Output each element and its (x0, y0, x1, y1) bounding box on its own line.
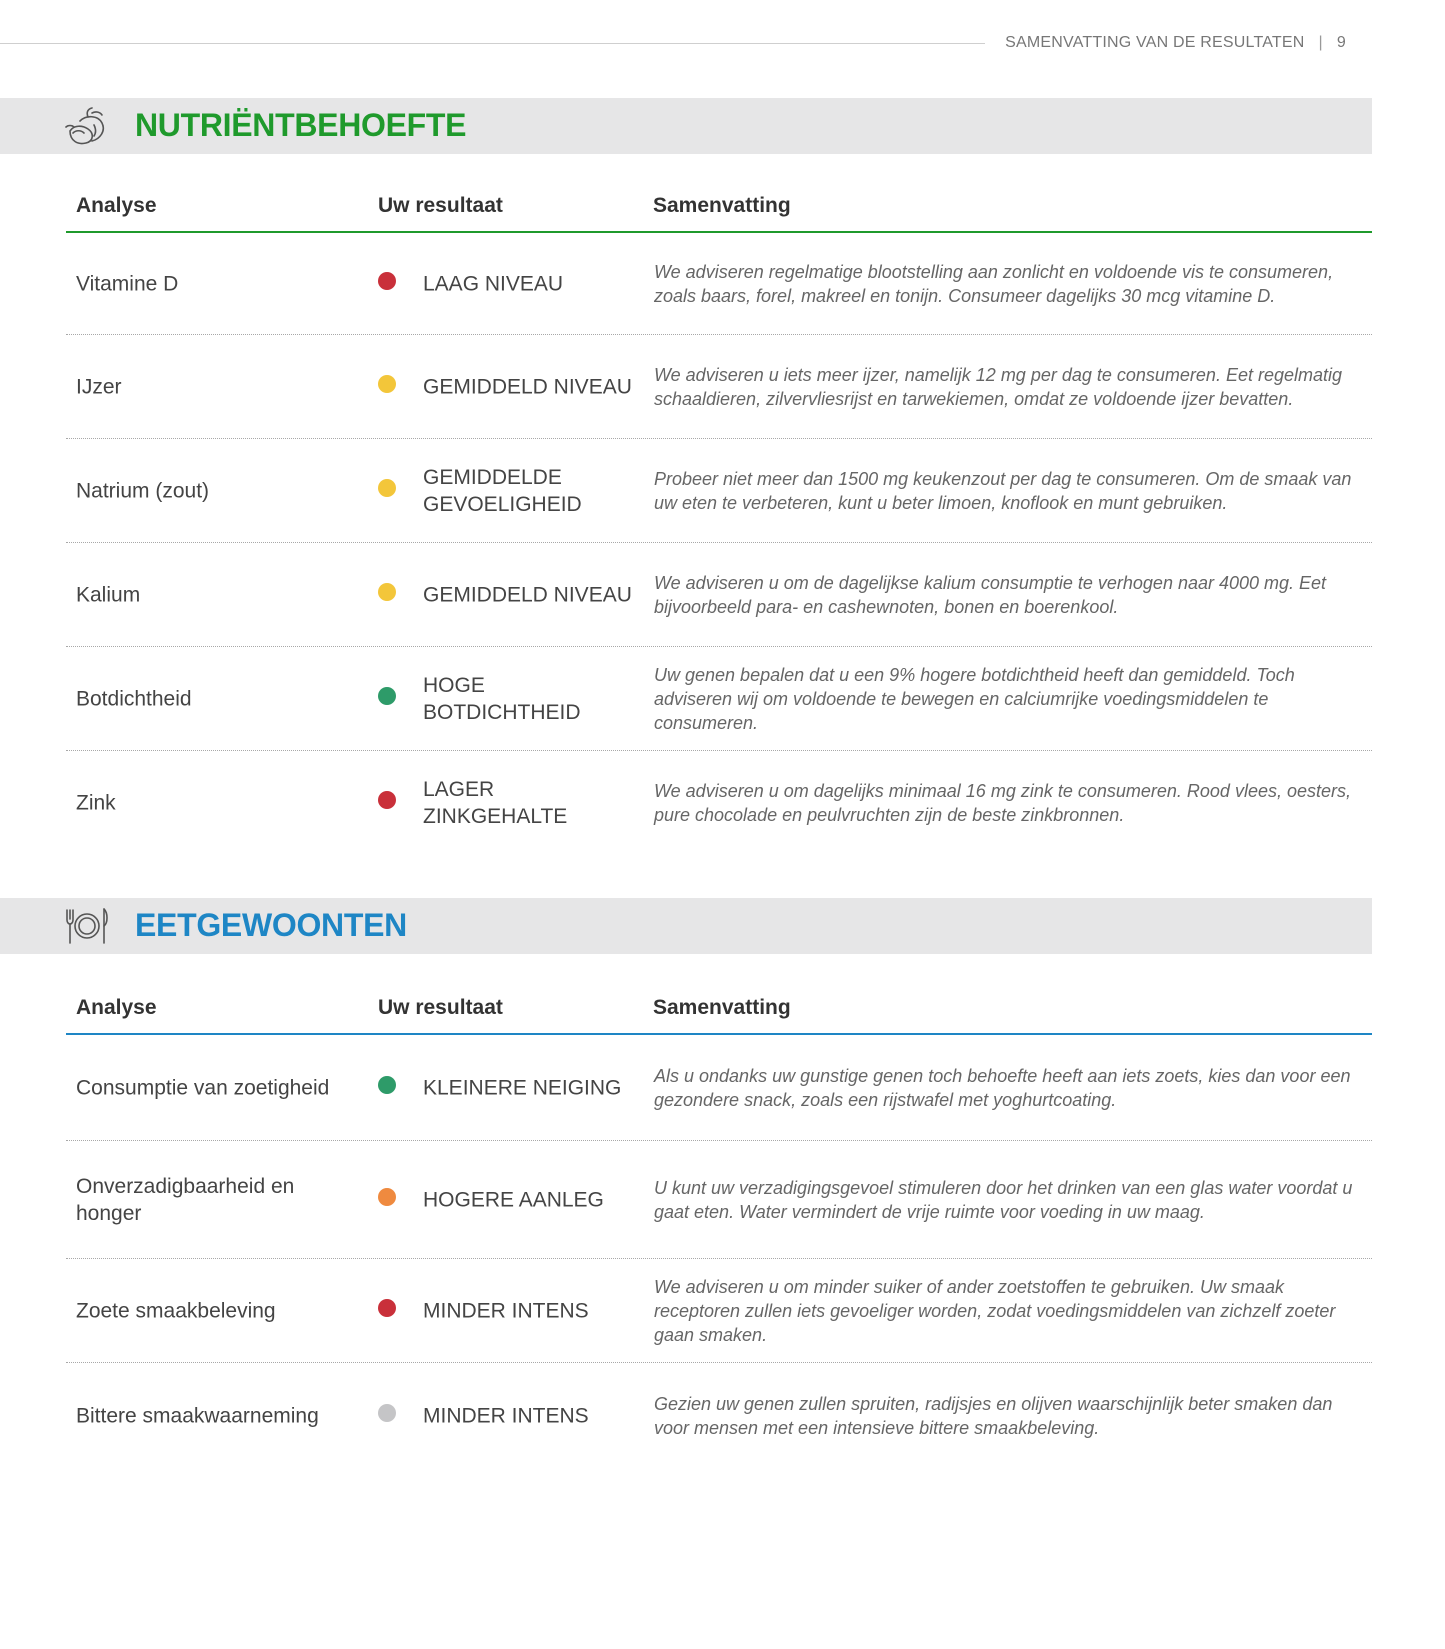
column-header-analyse: Analyse (76, 194, 157, 217)
table-row (66, 233, 1372, 335)
row-analyse: Kalium (76, 583, 141, 606)
column-header-result: Uw resultaat (378, 996, 503, 1019)
header-rule (0, 43, 985, 44)
row-analyse: Onverzadigbaarheid en honger (76, 1174, 295, 1225)
eating-habits-table (66, 987, 1372, 1468)
row-result: GEMIDDELDE GEVOELIGHEID (423, 465, 582, 516)
row-summary: Gezien uw genen zullen spruiten, radijsjes en olijven waarschijnlijk beter smaken dan voor mensen met een intensieve bittere smaakbeleving. (654, 1393, 1333, 1438)
row-summary: We adviseren u om de dagelijkse kalium consumptie te verhogen naar 4000 mg. Eet bijvoorbeeld para- en cashewnoten, bonen en boerenkool. (654, 572, 1327, 617)
plate-cutlery-icon (64, 905, 110, 947)
column-header-analyse: Analyse (76, 996, 157, 1019)
row-summary: We adviseren regelmatige blootstelling aan zonlicht en voldoende vis te consumeren, zoals baars, forel, makreel en tonijn. Consumeer dagelijks 30 mcg vitamine D. (654, 261, 1334, 306)
status-dot (378, 583, 396, 601)
status-dot (378, 791, 396, 809)
row-summary: We adviseren u om dagelijks minimaal 16 mg zink te consumeren. Rood vlees, oesters, pure chocolade en peulvruchten zijn de beste zinkbronnen. (654, 780, 1351, 825)
row-analyse: Botdichtheid (76, 687, 192, 710)
row-analyse: IJzer (76, 375, 122, 398)
table-row (66, 335, 1372, 439)
row-analyse: Vitamine D (76, 272, 179, 295)
row-summary: Probeer niet meer dan 1500 mg keukenzout per dag te consumeren. Om de smaak van uw eten te verbeteren, kunt u beter limoen, knoflook en munt gebruiken. (654, 468, 1352, 513)
status-dot (378, 1076, 396, 1094)
row-analyse: Bittere smaakwaarneming (76, 1404, 319, 1427)
row-result: GEMIDDELD NIVEAU (423, 583, 632, 606)
status-dot (378, 687, 396, 705)
row-analyse: Natrium (zout) (76, 479, 210, 502)
row-result: GEMIDDELD NIVEAU (423, 375, 632, 398)
page-number: 9 (1336, 34, 1346, 51)
header-title-line (1005, 34, 1346, 52)
column-header-result: Uw resultaat (378, 194, 503, 217)
vegetables-icon (64, 105, 110, 147)
row-result: LAAG NIVEAU (423, 272, 564, 295)
status-dot (378, 272, 396, 290)
page-header (0, 30, 1372, 60)
row-analyse: Zink (76, 791, 116, 814)
row-summary: Als u ondanks uw gunstige genen toch behoefte heeft aan iets zoets, kies dan voor een gezondere snack, zoals een rijstwafel met yoghurtcoating. (654, 1065, 1351, 1110)
row-result: LAGER ZINKGEHALTE (423, 777, 568, 828)
section-title-nutrient: NUTRIËNTBEHOEFTE (135, 107, 467, 143)
table-row (66, 1035, 1372, 1141)
row-result: MINDER INTENS (423, 1299, 589, 1322)
table-row (66, 751, 1372, 854)
table-header (66, 185, 1372, 233)
row-summary: U kunt uw verzadigingsgevoel stimuleren door het drinken van een glas water voordat u gaat eten. Water vermindert de vrije ruimte voor voeding in uw maag. (654, 1177, 1353, 1222)
header-separator: | (1318, 34, 1323, 51)
table-row (66, 439, 1372, 543)
row-analyse: Consumptie van zoetigheid (76, 1076, 330, 1099)
table-row (66, 543, 1372, 647)
status-dot (378, 479, 396, 497)
row-result: MINDER INTENS (423, 1404, 589, 1427)
row-result: HOGERE AANLEG (423, 1188, 604, 1211)
table-row (66, 647, 1372, 751)
table-row (66, 1363, 1372, 1468)
row-summary: We adviseren u iets meer ijzer, namelijk 12 mg per dag te consumeren. Eet regelmatig schaaldieren, zilvervliesrijst en tarwekiemen, omdat ze voldoende ijzer bevatten. (654, 364, 1342, 409)
header-title: SAMENVATTING VAN DE RESULTATEN (1005, 34, 1305, 51)
table-row (66, 1141, 1372, 1259)
status-dot (378, 1299, 396, 1317)
row-summary: Uw genen bepalen dat u een 9% hogere botdichtheid heeft dan gemiddeld. Toch adviseren wij om voldoende te bewegen en calciumrijke voedingsmiddelen te consumeren. (654, 664, 1295, 733)
status-dot (378, 1188, 396, 1206)
nutrient-table (66, 185, 1372, 854)
status-dot (378, 375, 396, 393)
table-row (66, 1259, 1372, 1363)
row-result: KLEINERE NEIGING (423, 1076, 622, 1099)
section-bar-nutrient (0, 98, 1372, 154)
column-header-summary: Samenvatting (653, 996, 791, 1019)
row-summary: We adviseren u om minder suiker of ander zoetstoffen te gebruiken. Uw smaak receptoren zullen iets gevoeliger worden, zodat voedingsmiddelen van zichzelf zoeter gaan smaken. (654, 1276, 1336, 1345)
table-header (66, 987, 1372, 1035)
row-result: HOGE BOTDICHTHEID (423, 673, 581, 724)
column-header-summary: Samenvatting (653, 194, 791, 217)
section-title-eating-habits: EETGEWOONTEN (135, 907, 407, 943)
row-analyse: Zoete smaakbeleving (76, 1299, 276, 1322)
status-dot (378, 1404, 396, 1422)
section-bar-eating-habits (0, 898, 1372, 954)
